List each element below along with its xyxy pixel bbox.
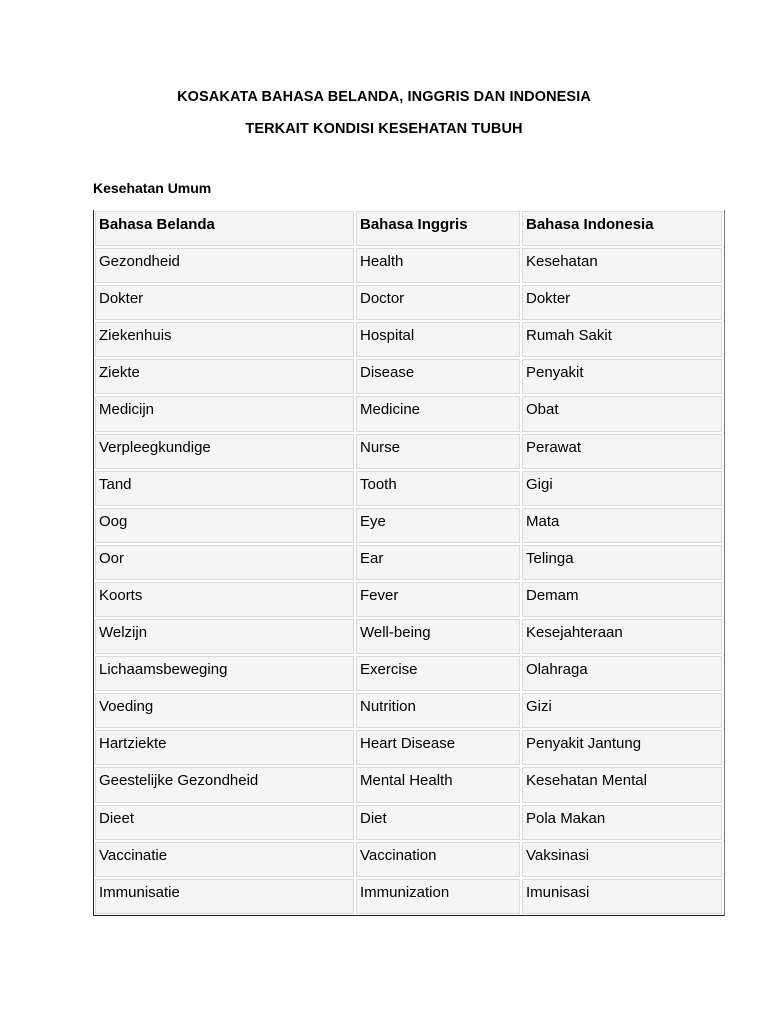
- document-subtitle: TERKAIT KONDISI KESEHATAN TUBUH: [245, 121, 523, 137]
- table-row: [94, 395, 724, 432]
- indonesian-cell: Demam: [522, 582, 722, 617]
- dutch-cell: Koorts: [95, 582, 354, 617]
- dutch-cell: Dieet: [95, 805, 354, 840]
- english-cell: Heart Disease: [356, 730, 520, 765]
- table-row: [94, 507, 724, 544]
- table-row: [94, 544, 724, 581]
- indonesian-cell: Gizi: [522, 693, 722, 728]
- dutch-cell: Dokter: [95, 285, 354, 320]
- indonesian-cell: Dokter: [522, 285, 722, 320]
- indonesian-cell: Perawat: [522, 434, 722, 469]
- dutch-cell: Oor: [95, 545, 354, 580]
- vocabulary-table: [93, 210, 725, 916]
- dutch-cell: Gezondheid: [95, 248, 354, 283]
- dutch-cell: Medicijn: [95, 396, 354, 431]
- english-cell: Mental Health: [356, 767, 520, 802]
- english-cell: Doctor: [356, 285, 520, 320]
- indonesian-cell: Mata: [522, 508, 722, 543]
- table-row: [94, 692, 724, 729]
- dutch-cell: Welzijn: [95, 619, 354, 654]
- document-title: KOSAKATA BAHASA BELANDA, INGGRIS DAN INDONESIA: [177, 89, 591, 105]
- english-cell: Ear: [356, 545, 520, 580]
- english-cell: Eye: [356, 508, 520, 543]
- dutch-cell: Ziekenhuis: [95, 322, 354, 357]
- dutch-cell: Vaccinatie: [95, 842, 354, 877]
- table-row: [94, 655, 724, 692]
- english-cell: Fever: [356, 582, 520, 617]
- dutch-cell: Lichaamsbeweging: [95, 656, 354, 691]
- indonesian-cell: Penyakit: [522, 359, 722, 394]
- table-row: [94, 804, 724, 841]
- dutch-cell: Verpleegkundige: [95, 434, 354, 469]
- dutch-cell: Ziekte: [95, 359, 354, 394]
- indonesian-cell: Imunisasi: [522, 879, 722, 914]
- dutch-cell: Oog: [95, 508, 354, 543]
- header-cell-indonesian: Bahasa Indonesia: [522, 211, 722, 246]
- indonesian-cell: Rumah Sakit: [522, 322, 722, 357]
- english-cell: Diet: [356, 805, 520, 840]
- header-cell-english: Bahasa Inggris: [356, 211, 520, 246]
- english-cell: Health: [356, 248, 520, 283]
- dutch-cell: Tand: [95, 471, 354, 506]
- table-row: [94, 878, 724, 915]
- indonesian-cell: Gigi: [522, 471, 722, 506]
- indonesian-cell: Vaksinasi: [522, 842, 722, 877]
- dutch-cell: Immunisatie: [95, 879, 354, 914]
- english-cell: Exercise: [356, 656, 520, 691]
- english-cell: Nutrition: [356, 693, 520, 728]
- table-row: [94, 470, 724, 507]
- indonesian-cell: Kesehatan Mental: [522, 767, 722, 802]
- dutch-cell: Hartziekte: [95, 730, 354, 765]
- english-cell: Tooth: [356, 471, 520, 506]
- indonesian-cell: Kesejahteraan: [522, 619, 722, 654]
- indonesian-cell: Obat: [522, 396, 722, 431]
- header-cell-dutch: Bahasa Belanda: [95, 211, 354, 246]
- english-cell: Immunization: [356, 879, 520, 914]
- dutch-cell: Voeding: [95, 693, 354, 728]
- english-cell: Disease: [356, 359, 520, 394]
- table-header-row: [94, 210, 724, 247]
- table-row: [94, 284, 724, 321]
- english-cell: Well-being: [356, 619, 520, 654]
- indonesian-cell: Telinga: [522, 545, 722, 580]
- table-row: [94, 766, 724, 803]
- english-cell: Hospital: [356, 322, 520, 357]
- table-row: [94, 581, 724, 618]
- table-row: [94, 247, 724, 284]
- table-row: [94, 729, 724, 766]
- indonesian-cell: Olahraga: [522, 656, 722, 691]
- table-row: [94, 841, 724, 878]
- table-row: [94, 618, 724, 655]
- indonesian-cell: Kesehatan: [522, 248, 722, 283]
- table-row: [94, 321, 724, 358]
- dutch-cell: Geestelijke Gezondheid: [95, 767, 354, 802]
- section-heading: Kesehatan Umum: [93, 180, 212, 196]
- indonesian-cell: Pola Makan: [522, 805, 722, 840]
- english-cell: Vaccination: [356, 842, 520, 877]
- english-cell: Nurse: [356, 434, 520, 469]
- table-row: [94, 433, 724, 470]
- english-cell: Medicine: [356, 396, 520, 431]
- indonesian-cell: Penyakit Jantung: [522, 730, 722, 765]
- table-row: [94, 358, 724, 395]
